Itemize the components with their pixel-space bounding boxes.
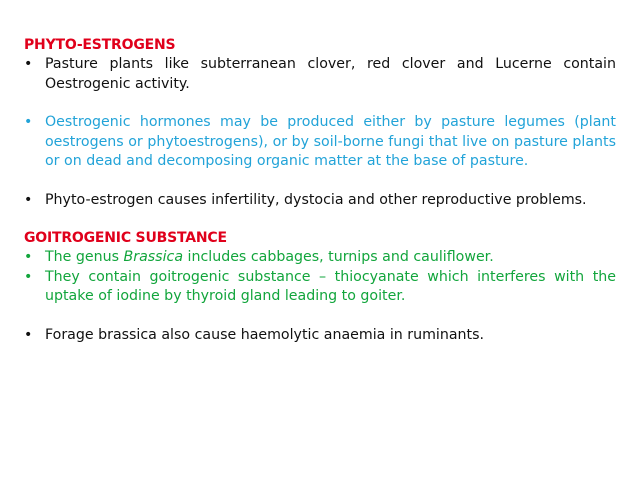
bullet-genus-brassica (24, 248, 616, 268)
heading-goitrogenic-substance: GOITROGENIC SUBSTANCE (24, 230, 227, 246)
spacer (24, 210, 616, 229)
slide-content (24, 36, 616, 345)
bullet-dot: • (24, 326, 33, 343)
bullet-dot: • (24, 191, 33, 208)
bullet-text (45, 249, 494, 265)
bullet-text: Pasture plants like subterranean clover, red clover and Lucerne contain Oestrogenic activity. (45, 56, 616, 92)
bullet-text: They contain goitrogenic substance – thiocyanate which interferes with the uptake of iodine by thyroid gland leading to goiter. (45, 268, 616, 304)
bullet-text: Phyto-estrogen causes infertility, dystocia and other reproductive problems. (45, 191, 587, 208)
bullet-text: Oestrogenic hormones may be produced either by pasture legumes (plant oestrogens or phytoestrogens), or by soil-borne fungi that live on pasture plants or on dead and decomposing organic matter at the base of pasture. (45, 114, 616, 169)
bullet-dot: • (24, 268, 33, 285)
bullet-pasture-plants (24, 55, 616, 94)
spacer (24, 172, 616, 191)
bullet-dot: • (24, 114, 33, 130)
bullet-dot: • (24, 56, 33, 72)
bullet-goitrogenic-thiocyanate (24, 268, 616, 307)
bullet-text-pre: The genus (45, 249, 124, 265)
heading-phyto-estrogens: PHYTO-ESTROGENS (24, 37, 176, 53)
brassica-italic: Brassica (123, 249, 184, 265)
bullet-phyto-estrogen-effects (24, 191, 616, 211)
bullet-oestrogenic-hormones (24, 113, 616, 172)
bullet-dot: • (24, 249, 33, 265)
bullet-text-post: includes cabbages, turnips and cauliflower. (183, 249, 494, 265)
bullet-text: Forage brassica also cause haemolytic anaemia in ruminants. (45, 326, 485, 343)
spacer (24, 307, 616, 326)
bullet-forage-brassica (24, 326, 616, 346)
spacer (24, 94, 616, 113)
